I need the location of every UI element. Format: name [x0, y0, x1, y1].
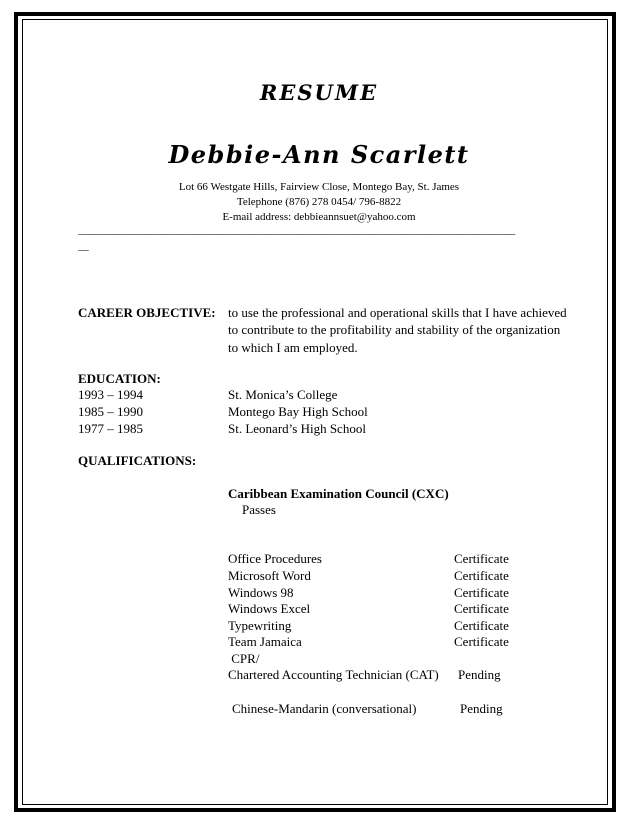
qualification-subject: CPR/ [228, 651, 260, 666]
objective-line: to contribute to the profitability and stability of the organization [228, 322, 561, 337]
qualification-subject: Windows Excel [228, 601, 311, 616]
qualification-subject: Windows 98 [228, 585, 294, 600]
qualification-subject: Team Jamaica [228, 634, 302, 649]
qualification-status: Certificate [454, 601, 509, 616]
telephone-line: Telephone (876) 278 0454/ 796-8822 [236, 196, 402, 208]
qualification-status: Certificate [454, 634, 509, 649]
education-school: St. Monica’s College [228, 387, 338, 402]
education-years: 1985 – 1990 [78, 404, 143, 419]
address-line: Lot 66 Westgate Hills, Fairview Close, Montego Bay, St. James [178, 181, 460, 193]
qualification-status: Certificate [454, 568, 509, 583]
education-heading: EDUCATION: [78, 371, 161, 386]
education-school: St. Leonard’s High School [228, 421, 366, 436]
qualification-status: Certificate [454, 551, 509, 566]
exam-board: Caribbean Examination Council (CXC) [228, 486, 449, 501]
email-line: E-mail address: debbieannsuet@yahoo.com [222, 211, 416, 223]
qualifications-heading: QUALIFICATIONS: [78, 453, 197, 468]
education-school: Montego Bay High School [228, 404, 368, 419]
objective-line: to use the professional and operational skills that I have achieved [228, 305, 567, 320]
qualification-status: Certificate [454, 585, 509, 600]
qualification-status: Pending [460, 701, 503, 716]
career-objective-heading: CAREER OBJECTIVE: [78, 305, 216, 320]
resume-title: RESUME [259, 80, 379, 105]
header-rule: ____________________________________________________________________________________ [78, 224, 515, 236]
passes-label: Passes [242, 502, 276, 517]
qualification-subject: Chartered Accounting Technician (CAT) [228, 667, 439, 682]
qualification-subject: Chinese-Mandarin (conversational) [232, 701, 417, 716]
qualification-subject: Office Procedures [228, 551, 322, 566]
education-years: 1993 – 1994 [78, 387, 143, 402]
objective-line: to which I am employed. [228, 340, 358, 355]
header-rule-tail: __ [78, 240, 89, 252]
education-years: 1977 – 1985 [78, 421, 143, 436]
qualification-status: Pending [458, 667, 501, 682]
applicant-name: Debbie-Ann Scarlett [168, 140, 470, 169]
qualification-subject: Typewriting [228, 618, 292, 633]
qualification-subject: Microsoft Word [228, 568, 311, 583]
qualification-status: Certificate [454, 618, 509, 633]
